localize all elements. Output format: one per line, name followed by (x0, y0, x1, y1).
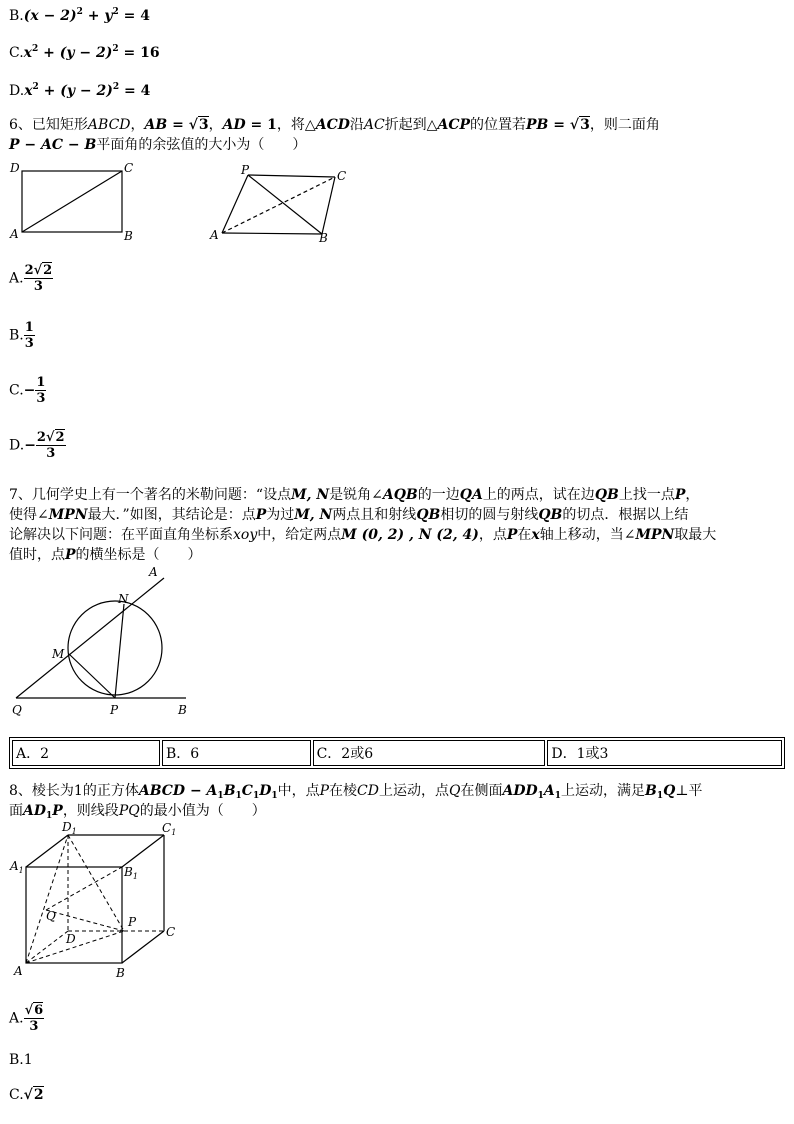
label-p: P (110, 703, 119, 717)
edge-b1c1 (122, 835, 164, 867)
label-m: M (52, 647, 65, 661)
q6-option-c: C.− $\frac{1}{3}$ (9, 375, 46, 406)
label-q: Q (46, 909, 56, 923)
label-d: D (66, 932, 76, 946)
edge-cb (322, 177, 335, 234)
edge-bc (122, 931, 164, 963)
q8-option-c: C.√2 (9, 1087, 44, 1103)
segment-mp (69, 654, 115, 698)
edge-pb (248, 175, 322, 234)
q5-option-b: $B.(x - 2)^2 + y^2 = 4$ (9, 7, 150, 24)
edge-a1d1 (26, 835, 68, 867)
q7-stem-line3: 论解决以下问题：在平面直角坐标系xoy中，给定两点M (0, 2) , N (2, 4)，点P在x轴上移动，当∠MPN取最大 (9, 527, 717, 543)
ray-qa (16, 578, 164, 698)
segment-qp (46, 910, 124, 931)
q7-options-table (9, 737, 785, 769)
q5-option-c: $C.x^2 + (y - 2)^2 = 16$ (9, 44, 160, 61)
label-a1: $A_1$ (10, 859, 24, 875)
label-d1: $D_1$ (62, 820, 77, 836)
q7-stem-line2: 使得∠MPN最大．”如图，其结论是：点P为过M, N两点且和射线QB相切的圆与射线QB的切点．根据以上结 (9, 507, 689, 523)
label-c: C (337, 169, 347, 183)
segment-d1p (68, 835, 124, 931)
q6-stem-line2: P − AC − B平面角的余弦值的大小为（ ） (9, 137, 307, 153)
q7-stem-line4: 值时，点P的横坐标是（ ） (9, 547, 202, 563)
q8-option-b: B.1 (9, 1052, 33, 1068)
q7-option-b[interactable]: B．6 (162, 740, 311, 766)
segment-b1q (46, 867, 122, 910)
label-b: B (178, 703, 187, 717)
q8-stem-line2: 面$AD_1P$，则线段PQ的最小值为（ ） (9, 803, 266, 821)
cube-front-face (26, 867, 122, 963)
label-b: B (116, 966, 125, 980)
q6-option-d: D.− $\frac{2√2}{3}$ (9, 430, 65, 461)
q7-option-c[interactable]: C．2或6 (313, 740, 546, 766)
segment-ad1 (26, 835, 68, 963)
label-c1: $C_1$ (162, 821, 177, 837)
label-d: D (10, 161, 20, 175)
diagonal-ac (22, 171, 122, 232)
q7-stem-line1: 7、几何学史上有一个著名的米勒问题：“设点M, N是锐角∠AQB的一边QA上的两点，试在边QB上找一点P， (9, 487, 700, 503)
label-a: A (149, 565, 158, 579)
edge-ab (222, 233, 322, 234)
q6-option-b: B. $\frac{1}{3}$ (9, 320, 34, 351)
label-a: A (210, 228, 219, 242)
label-q: Q (12, 703, 22, 717)
label-a: A (14, 964, 23, 978)
q6-rectangle-figure (8, 160, 138, 242)
tangent-circle (68, 601, 162, 695)
q7-option-a[interactable]: A．2 (12, 740, 160, 766)
label-b1: $B_1$ (124, 865, 138, 881)
q6-option-a: A. $\frac{2√2}{3}$ (9, 263, 53, 294)
edge-pc (248, 175, 335, 177)
edge-ad-hidden (26, 931, 68, 963)
edge-pa (222, 175, 248, 233)
label-a: A (10, 227, 19, 241)
label-c: C (124, 161, 134, 175)
q6-stem-line1: 6、已知矩形ABCD，AB = √3，AD = 1，将△ACD沿AC折起到△ACP的位置若PB = √3，则二面角 (9, 117, 660, 133)
q8-option-a: A. $\frac{√6}{3}$ (9, 1003, 44, 1034)
label-p: P (128, 915, 137, 929)
edge-ac-dashed (222, 177, 335, 233)
label-b: B (124, 229, 133, 242)
segment-np (115, 604, 124, 698)
q8-stem-line1: 8、棱长为1的正方体ABCD − $A_1B_1C_1D_1$中，点P在棱CD上运动，点Q在侧面$ADD_1A_1$上运动，满足$B_1Q\perp$平 (9, 783, 703, 801)
label-c: C (166, 925, 176, 939)
q5-option-d: $D.x^2 + (y - 2)^2 = 4$ (9, 82, 151, 99)
q6-folded-figure (205, 160, 355, 244)
q7-option-d[interactable]: D．1或3 (547, 740, 782, 766)
q8-cube-figure (6, 818, 186, 982)
label-p: P (241, 163, 250, 177)
label-b: B (319, 231, 328, 244)
q7-miller-figure (6, 562, 206, 722)
label-n: N (118, 592, 129, 606)
